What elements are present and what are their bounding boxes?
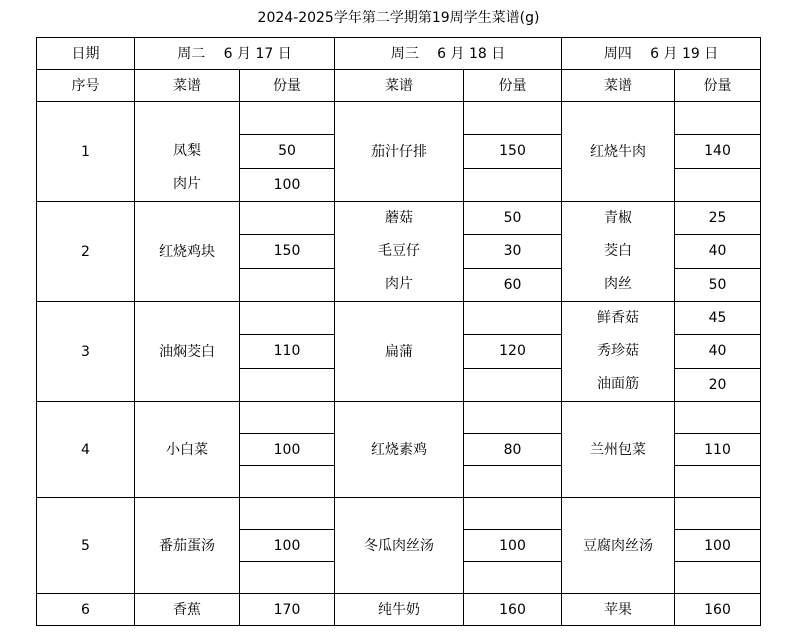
qty-cell-thu: 140 <box>675 135 761 168</box>
table-row <box>37 302 761 335</box>
dish-cell-thu: 苹果 <box>562 594 675 626</box>
qty-cell-wed: 30 <box>464 235 562 268</box>
qty-cell-thu <box>675 498 761 530</box>
day-header-wed: 周三 6 月 18 日 <box>335 38 562 70</box>
page-title: 2024-2025学年第二学期第19周学生菜谱(g) <box>257 10 540 26</box>
qty-label-wed: 份量 <box>464 70 562 102</box>
qty-cell-wed: 80 <box>464 434 562 466</box>
qty-cell-tue <box>240 368 335 401</box>
qty-cell-wed <box>464 302 562 335</box>
qty-cell-tue <box>240 268 335 301</box>
dish-cell-tue: 红烧鸡块 <box>135 202 240 302</box>
table-row <box>37 498 761 530</box>
dish-cell-tue: 凤梨 肉片 <box>135 102 240 202</box>
header-column-row <box>37 70 761 102</box>
qty-cell-tue: 110 <box>240 335 335 368</box>
table-row <box>37 102 761 135</box>
qty-cell-wed <box>464 466 562 498</box>
dish-cell-tue: 小白菜 <box>135 402 240 498</box>
qty-cell-thu <box>675 102 761 135</box>
date-label: 日期 <box>37 38 135 70</box>
qty-cell-tue <box>240 562 335 594</box>
dish-cell-tue: 番茄蛋汤 <box>135 498 240 594</box>
qty-cell-wed: 100 <box>464 530 562 562</box>
header-date-row <box>37 38 761 70</box>
qty-cell-tue: 170 <box>240 594 335 626</box>
qty-cell-wed <box>464 102 562 135</box>
qty-cell-wed: 60 <box>464 268 562 301</box>
menu-table <box>36 37 761 626</box>
qty-cell-thu <box>675 562 761 594</box>
qty-cell-wed: 150 <box>464 135 562 168</box>
dish-label-tue: 菜谱 <box>135 70 240 102</box>
table-row <box>37 594 761 626</box>
seq-cell: 2 <box>37 202 135 302</box>
qty-cell-tue: 100 <box>240 434 335 466</box>
qty-cell-tue: 100 <box>240 530 335 562</box>
qty-cell-tue <box>240 402 335 434</box>
qty-cell-tue <box>240 466 335 498</box>
dish-cell-wed: 蘑菇 毛豆仔 肉片 <box>335 202 464 302</box>
dish-cell-tue: 香蕉 <box>135 594 240 626</box>
qty-cell-tue: 100 <box>240 168 335 201</box>
qty-cell-wed: 50 <box>464 202 562 235</box>
qty-label-thu: 份量 <box>675 70 761 102</box>
qty-cell-thu <box>675 466 761 498</box>
dish-cell-wed: 纯牛奶 <box>335 594 464 626</box>
dish-cell-thu: 青椒 茭白 肉丝 <box>562 202 675 302</box>
seq-cell: 5 <box>37 498 135 594</box>
day-header-tue: 周二 6 月 17 日 <box>135 38 335 70</box>
table-row <box>37 402 761 434</box>
seq-cell: 3 <box>37 302 135 402</box>
qty-cell-tue <box>240 202 335 235</box>
qty-cell-thu: 110 <box>675 434 761 466</box>
day-header-thu: 周四 6 月 19 日 <box>562 38 761 70</box>
qty-cell-thu: 40 <box>675 335 761 368</box>
seq-label: 序号 <box>37 70 135 102</box>
qty-cell-tue: 150 <box>240 235 335 268</box>
qty-cell-wed <box>464 562 562 594</box>
qty-cell-wed: 160 <box>464 594 562 626</box>
qty-cell-thu: 25 <box>675 202 761 235</box>
qty-cell-thu: 40 <box>675 235 761 268</box>
table-row <box>37 202 761 235</box>
qty-label-tue: 份量 <box>240 70 335 102</box>
seq-cell: 6 <box>37 594 135 626</box>
dish-cell-thu: 豆腐肉丝汤 <box>562 498 675 594</box>
seq-cell: 4 <box>37 402 135 498</box>
qty-cell-tue <box>240 102 335 135</box>
qty-cell-thu: 20 <box>675 368 761 401</box>
qty-cell-tue <box>240 498 335 530</box>
qty-cell-thu <box>675 168 761 201</box>
qty-cell-wed <box>464 368 562 401</box>
dish-cell-thu: 鲜香菇 秀珍菇 油面筋 <box>562 302 675 402</box>
qty-cell-wed <box>464 498 562 530</box>
qty-cell-thu: 50 <box>675 268 761 301</box>
qty-cell-thu: 45 <box>675 302 761 335</box>
qty-cell-tue <box>240 302 335 335</box>
dish-cell-wed: 红烧素鸡 <box>335 402 464 498</box>
dish-cell-thu: 兰州包菜 <box>562 402 675 498</box>
qty-cell-tue: 50 <box>240 135 335 168</box>
qty-cell-wed: 120 <box>464 335 562 368</box>
qty-cell-thu <box>675 402 761 434</box>
dish-cell-tue: 油焖茭白 <box>135 302 240 402</box>
dish-cell-wed: 冬瓜肉丝汤 <box>335 498 464 594</box>
qty-cell-thu: 100 <box>675 530 761 562</box>
dish-cell-wed: 茄汁仔排 <box>335 102 464 202</box>
dish-label-wed: 菜谱 <box>335 70 464 102</box>
dish-cell-wed: 扁蒲 <box>335 302 464 402</box>
seq-cell: 1 <box>37 102 135 202</box>
qty-cell-thu: 160 <box>675 594 761 626</box>
dish-cell-thu: 红烧牛肉 <box>562 102 675 202</box>
qty-cell-wed <box>464 402 562 434</box>
dish-label-thu: 菜谱 <box>562 70 675 102</box>
qty-cell-wed <box>464 168 562 201</box>
